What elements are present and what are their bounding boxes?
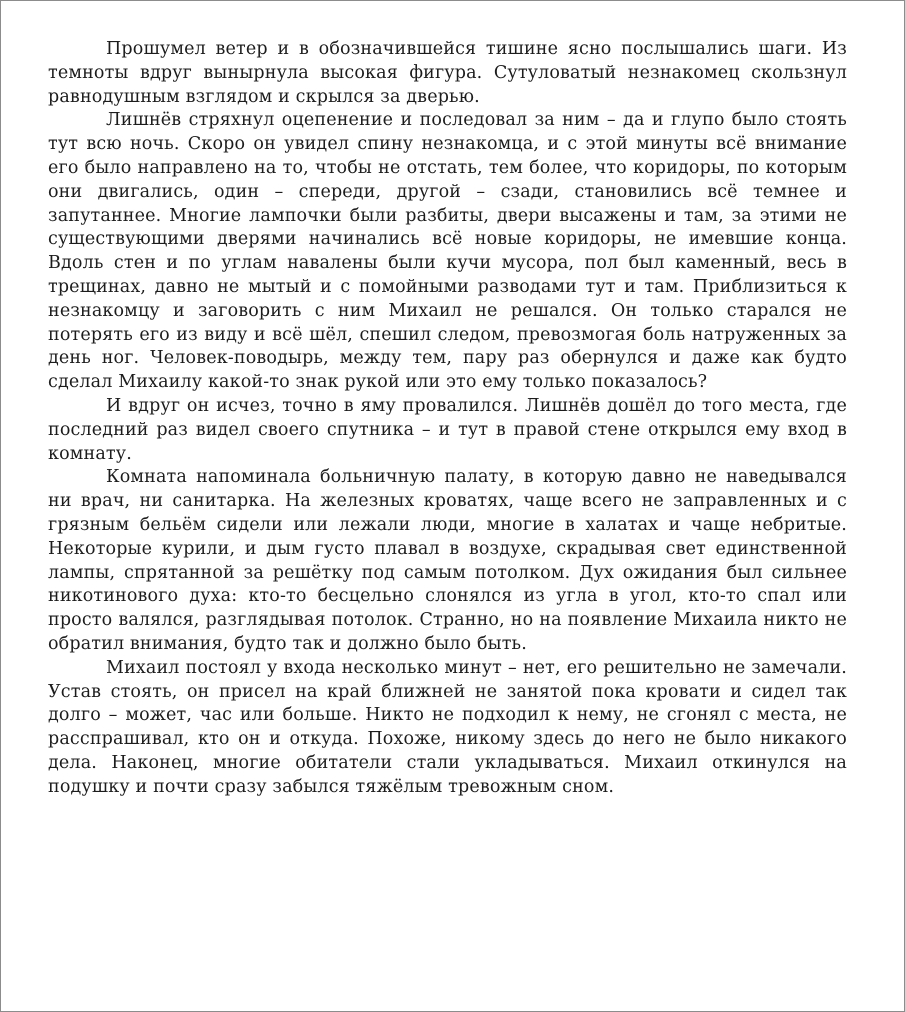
document-body (48, 38, 847, 800)
paragraph: И вдруг он исчез, точно в яму провалился. Лишнёв дошёл до того места, где последний раз видел своего спутника – и тут в правой стене открылся ему вход в комнату. (48, 395, 847, 464)
paragraph: Прошумел ветер и в обозначившейся тишине ясно послышались шаги. Из темноты вдруг вынырнула высокая фигура. Сутуловатый незнакомец скользнул равнодушным взглядом и скрылся за дверью. (48, 39, 847, 107)
paragraph: Лишнёв стряхнул оцепенение и последовал за ним – да и глупо было стоять тут всю ночь. Скоро он увидел спину незнакомца, и с этой минуты всё внимание его было направлено на то, чтобы не отстать, тем более, что коридоры, по которым они двигались, один – спереди, другой – сзади, становились всё темнее и запутаннее. Многие лампочки были разбиты, двери высажены и там, за этими не существующими дверями начинались всё новые коридоры, не имевшие конца. Вдоль стен и по углам навалены были кучи мусора, пол был каменный, весь в трещинах, давно не мытый и с помойными разводами тут и там. Приблизиться к незнакомцу и заговорить с ним Михаил не решался. Он только старался не потерять его из виду и всё шёл, спешил следом, превозмогая боль натруженных за день ног. Человек-поводырь, между тем, пару раз обернулся и даже как будто сделал Михаилу какой-то знак рукой или это ему только показалось? (48, 110, 847, 393)
paragraph: Комната напоминала больничную палату, в которую давно не наведывался ни врач, ни санитарка. На железных кроватях, чаще всего не заправленных и с грязным бельём сидели или лежали люди, многие в халатах и чаще небритые. Некоторые курили, и дым густо плавал в воздухе, скрадывая свет единственной лампы, спрятанной за решётку под самым потолком. Дух ожидания был сильнее никотинового духа: кто-то бесцельно слонялся из угла в угол, кто-то спал или просто валялся, разглядывая потолок. Странно, но на появление Михаила никто не обратил внимания, будто так и должно было быть. (48, 467, 847, 654)
paragraph: Михаил постоял у входа несколько минут – нет, его решительно не замечали. Устав стоять, он присел на край ближней не занятой пока кровати и сидел так долго – может, час или больше. Никто не подходил к нему, не сгонял с места, не расспрашивал, кто он и откуда. Похоже, никому здесь до него не было никакого дела. Наконец, многие обитатели стали укладываться. Михаил откинулся на подушку и почти сразу забылся тяжёлым тревожным сном. (48, 657, 847, 797)
